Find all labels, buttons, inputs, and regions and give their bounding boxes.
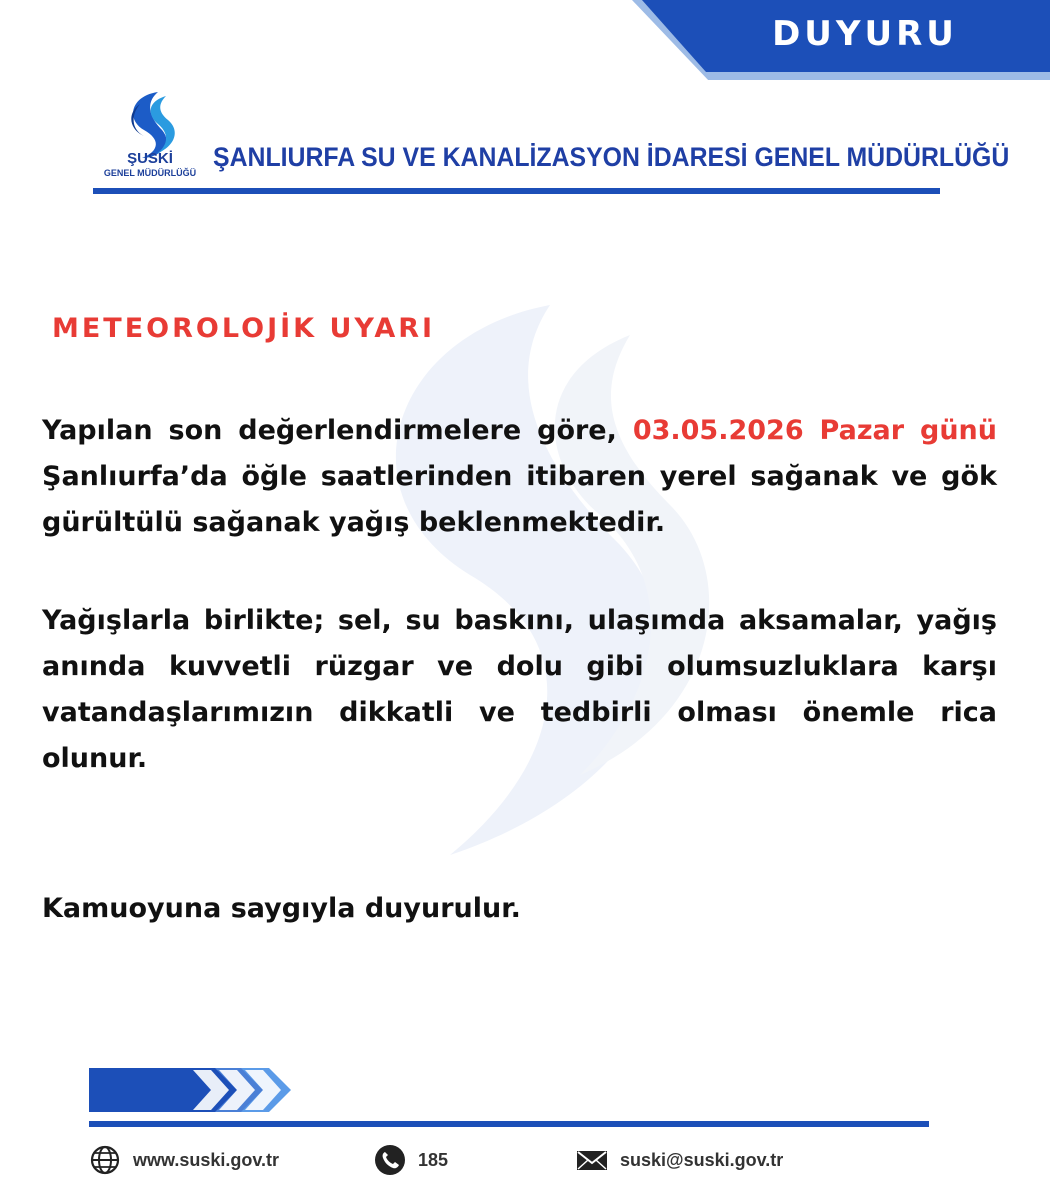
- logo-subtitle: GENEL MÜDÜRLÜĞÜ: [103, 168, 197, 178]
- warning-title: METEOROLOJİK UYARI: [52, 313, 436, 344]
- email-link[interactable]: suski@suski.gov.tr: [620, 1149, 784, 1170]
- header-divider: [93, 188, 940, 194]
- globe-icon: [89, 1144, 121, 1176]
- forecast-text-start: Yapılan son değerlendirmelere göre,: [42, 415, 633, 446]
- website-link[interactable]: www.suski.gov.tr: [133, 1149, 280, 1170]
- envelope-icon: [576, 1144, 608, 1176]
- duyuru-label: DUYURU: [772, 14, 958, 54]
- forecast-date: 03.05.2026 Pazar günü: [632, 415, 997, 446]
- phone-number[interactable]: 185: [418, 1149, 449, 1170]
- website-contact[interactable]: [89, 1143, 279, 1177]
- forecast-text-end: Şanlıurfa’da öğle saatlerinden itibaren yerel sağanak ve gök gürültülü sağanak yağış beklenmektedir.: [42, 461, 997, 538]
- phone-icon: [374, 1144, 406, 1176]
- phone-contact[interactable]: [374, 1143, 448, 1177]
- email-contact[interactable]: [576, 1143, 783, 1177]
- chevron-arrows-icon: [89, 1068, 294, 1112]
- watermark-logo-icon: [300, 295, 740, 875]
- forecast-paragraph: [42, 408, 997, 546]
- precaution-paragraph: Yağışlarla birlikte; sel, su baskını, ulaşımda aksamalar, yağış anında kuvvetli rüzgar ve dolu gibi olumsuzluklara karşı vatandaşlarımızın dikkatli ve tedbirli olması önemle rica olunur.: [42, 605, 997, 774]
- closing-line: Kamuoyuna saygıyla duyurulur.: [42, 893, 521, 924]
- organization-name: ŞANLIURFA SU VE KANALİZASYON İDARESİ GENEL MÜDÜRLÜĞÜ: [213, 142, 1010, 172]
- footer-divider: [89, 1121, 929, 1127]
- logo-name: ŞUSKİ: [127, 150, 173, 167]
